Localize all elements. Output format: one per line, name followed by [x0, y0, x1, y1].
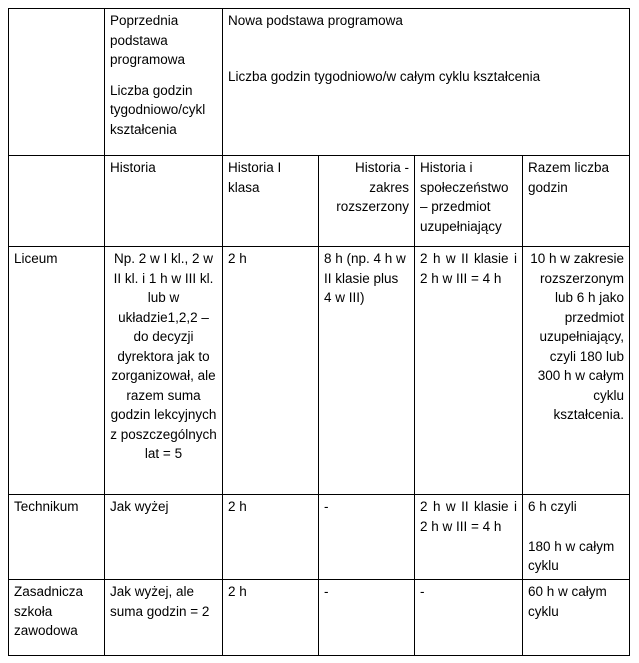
header-row-1: [9, 9, 630, 156]
empty-header-cell: [9, 156, 105, 247]
col-header-historia-i-klasa: Historia I klasa: [223, 156, 319, 247]
zasadnicza-razem-cell: 60 h w całym cyklu: [523, 580, 630, 656]
col-header-spoleczenstwo: Historia i społeczeństwo – przedmiot uzupełniający: [415, 156, 523, 247]
new-base-subtitle: Liczba godzin tygodniowo/w całym cyklu kształcenia: [228, 68, 541, 84]
col-header-razem: Razem liczba godzin: [523, 156, 630, 247]
row-label-zasadnicza: Zasadnicza szkoła zawodowa: [9, 580, 105, 656]
col-header-rozszerzony: Historia - zakres rozszerzony: [319, 156, 415, 247]
technikum-prev-cell: Jak wyżej: [105, 495, 223, 580]
new-base-header-cell: [223, 9, 630, 156]
row-liceum: [9, 247, 630, 495]
liceum-razem-cell: 10 h w zakresie rozszerzonym lub 6 h jako przedmiot uzupełniający, czyli 180 lub 300 h w całym cyklu kształcenia.: [523, 247, 630, 495]
hours-table: [8, 8, 630, 656]
technikum-razem-line2: 180 h w całym cyklu: [528, 538, 615, 573]
row-zasadnicza: [9, 580, 630, 656]
technikum-razem-line1: 6 h czyli: [528, 499, 577, 514]
technikum-klasa1-cell: 2 h: [223, 495, 319, 580]
row-label-liceum: Liceum: [9, 247, 105, 495]
technikum-rozszerzony-cell: -: [319, 495, 415, 580]
prev-base-title: Poprzednia podstawa programowa: [110, 13, 186, 67]
new-base-title: Nowa podstawa programowa: [228, 13, 403, 28]
prev-base-header-cell: [105, 9, 223, 156]
liceum-klasa1-cell: 2 h: [223, 247, 319, 495]
liceum-rozszerzony-cell: 8 h (np. 4 h w II klasie plus 4 w III): [319, 247, 415, 495]
header-row-2: [9, 156, 630, 247]
liceum-spol-cell: 2 h w II klasie i 2 h w III = 4 h: [415, 247, 523, 495]
liceum-prev-cell: Np. 2 w I kl., 2 w II kl. i 1 h w III kl. lub w układzie1,2,2 – do decyzji dyrektora jak to zorganizował, ale razem suma godzin lekcyjnych z poszczególnych lat = 5: [105, 247, 223, 495]
row-technikum: [9, 495, 630, 580]
zasadnicza-klasa1-cell: 2 h: [223, 580, 319, 656]
technikum-razem-cell: [523, 495, 630, 580]
col-header-historia: Historia: [105, 156, 223, 247]
zasadnicza-spol-cell: -: [415, 580, 523, 656]
zasadnicza-rozszerzony-cell: -: [319, 580, 415, 656]
row-label-technikum: Technikum: [9, 495, 105, 580]
technikum-spol-cell: 2 h w II klasie i 2 h w III = 4 h: [415, 495, 523, 580]
prev-base-subtitle: Liczba godzin tygodniowo/cykl kształcenia: [110, 82, 206, 137]
corner-cell: [9, 9, 105, 156]
zasadnicza-prev-cell: Jak wyżej, ale suma godzin = 2: [105, 580, 223, 656]
